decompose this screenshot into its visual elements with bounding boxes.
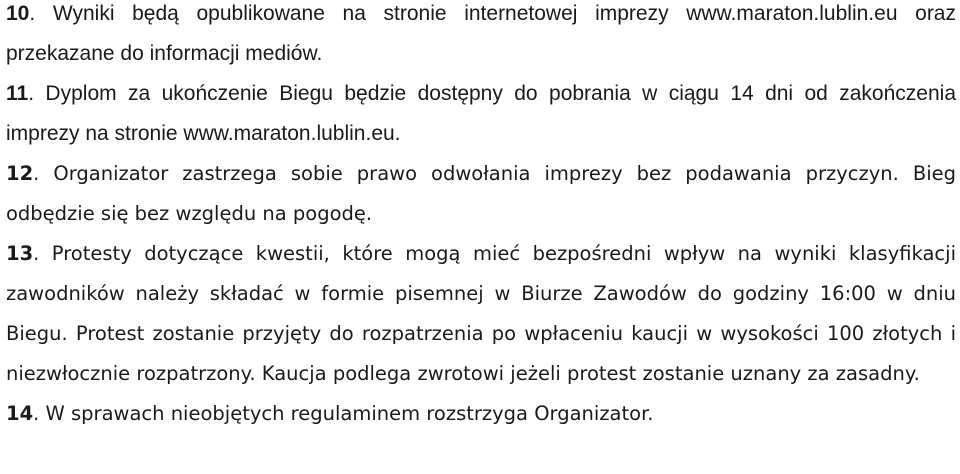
paragraph-number: 13 — [6, 242, 34, 265]
paragraph-14 — [6, 394, 956, 434]
paragraph-text: . W sprawach nieobjętych regulaminem rozstrzyga Organizator. — [33, 402, 654, 425]
paragraph-10 — [6, 0, 956, 74]
paragraph-text: . Organizator zastrzega sobie prawo odwołania imprezy bez podawania przyczyn. Bieg odbędzie się bez względu na pogodę. — [6, 162, 956, 225]
paragraph-text: . Dyplom za ukończenie Biegu będzie dostępny do pobrania w ciągu 14 dni od zakończenia imprezy na stronie www.maraton.lublin.eu. — [6, 82, 956, 145]
paragraph-number: 12 — [6, 162, 34, 185]
paragraph-number: 14 — [6, 402, 34, 425]
paragraph-12 — [6, 154, 956, 234]
paragraph-text: . Wyniki będą opublikowane na stronie internetowej imprezy www.maraton.lublin.eu oraz przekazane do informacji mediów. — [6, 2, 956, 65]
paragraph-text: . Protesty dotyczące kwestii, które mogą mieć bezpośredni wpływ na wyniki klasyfikacji zawodników należy składać w formie pisemnej w Biurze Zawodów do godziny 16:00 w dniu Biegu. Protest zostanie przyjęty do rozpatrzenia po wpłaceniu kaucji w wysokości 100 złotych i niezwłocznie rozpatrzony. Kaucja podlega zwrotowi jeżeli protest zostanie uznany za zasadny. — [6, 242, 956, 385]
paragraph-number: 10 — [6, 2, 30, 25]
document-body — [6, 0, 956, 434]
paragraph-number: 11 — [6, 82, 29, 105]
paragraph-11 — [6, 74, 956, 154]
paragraph-13 — [6, 234, 956, 394]
